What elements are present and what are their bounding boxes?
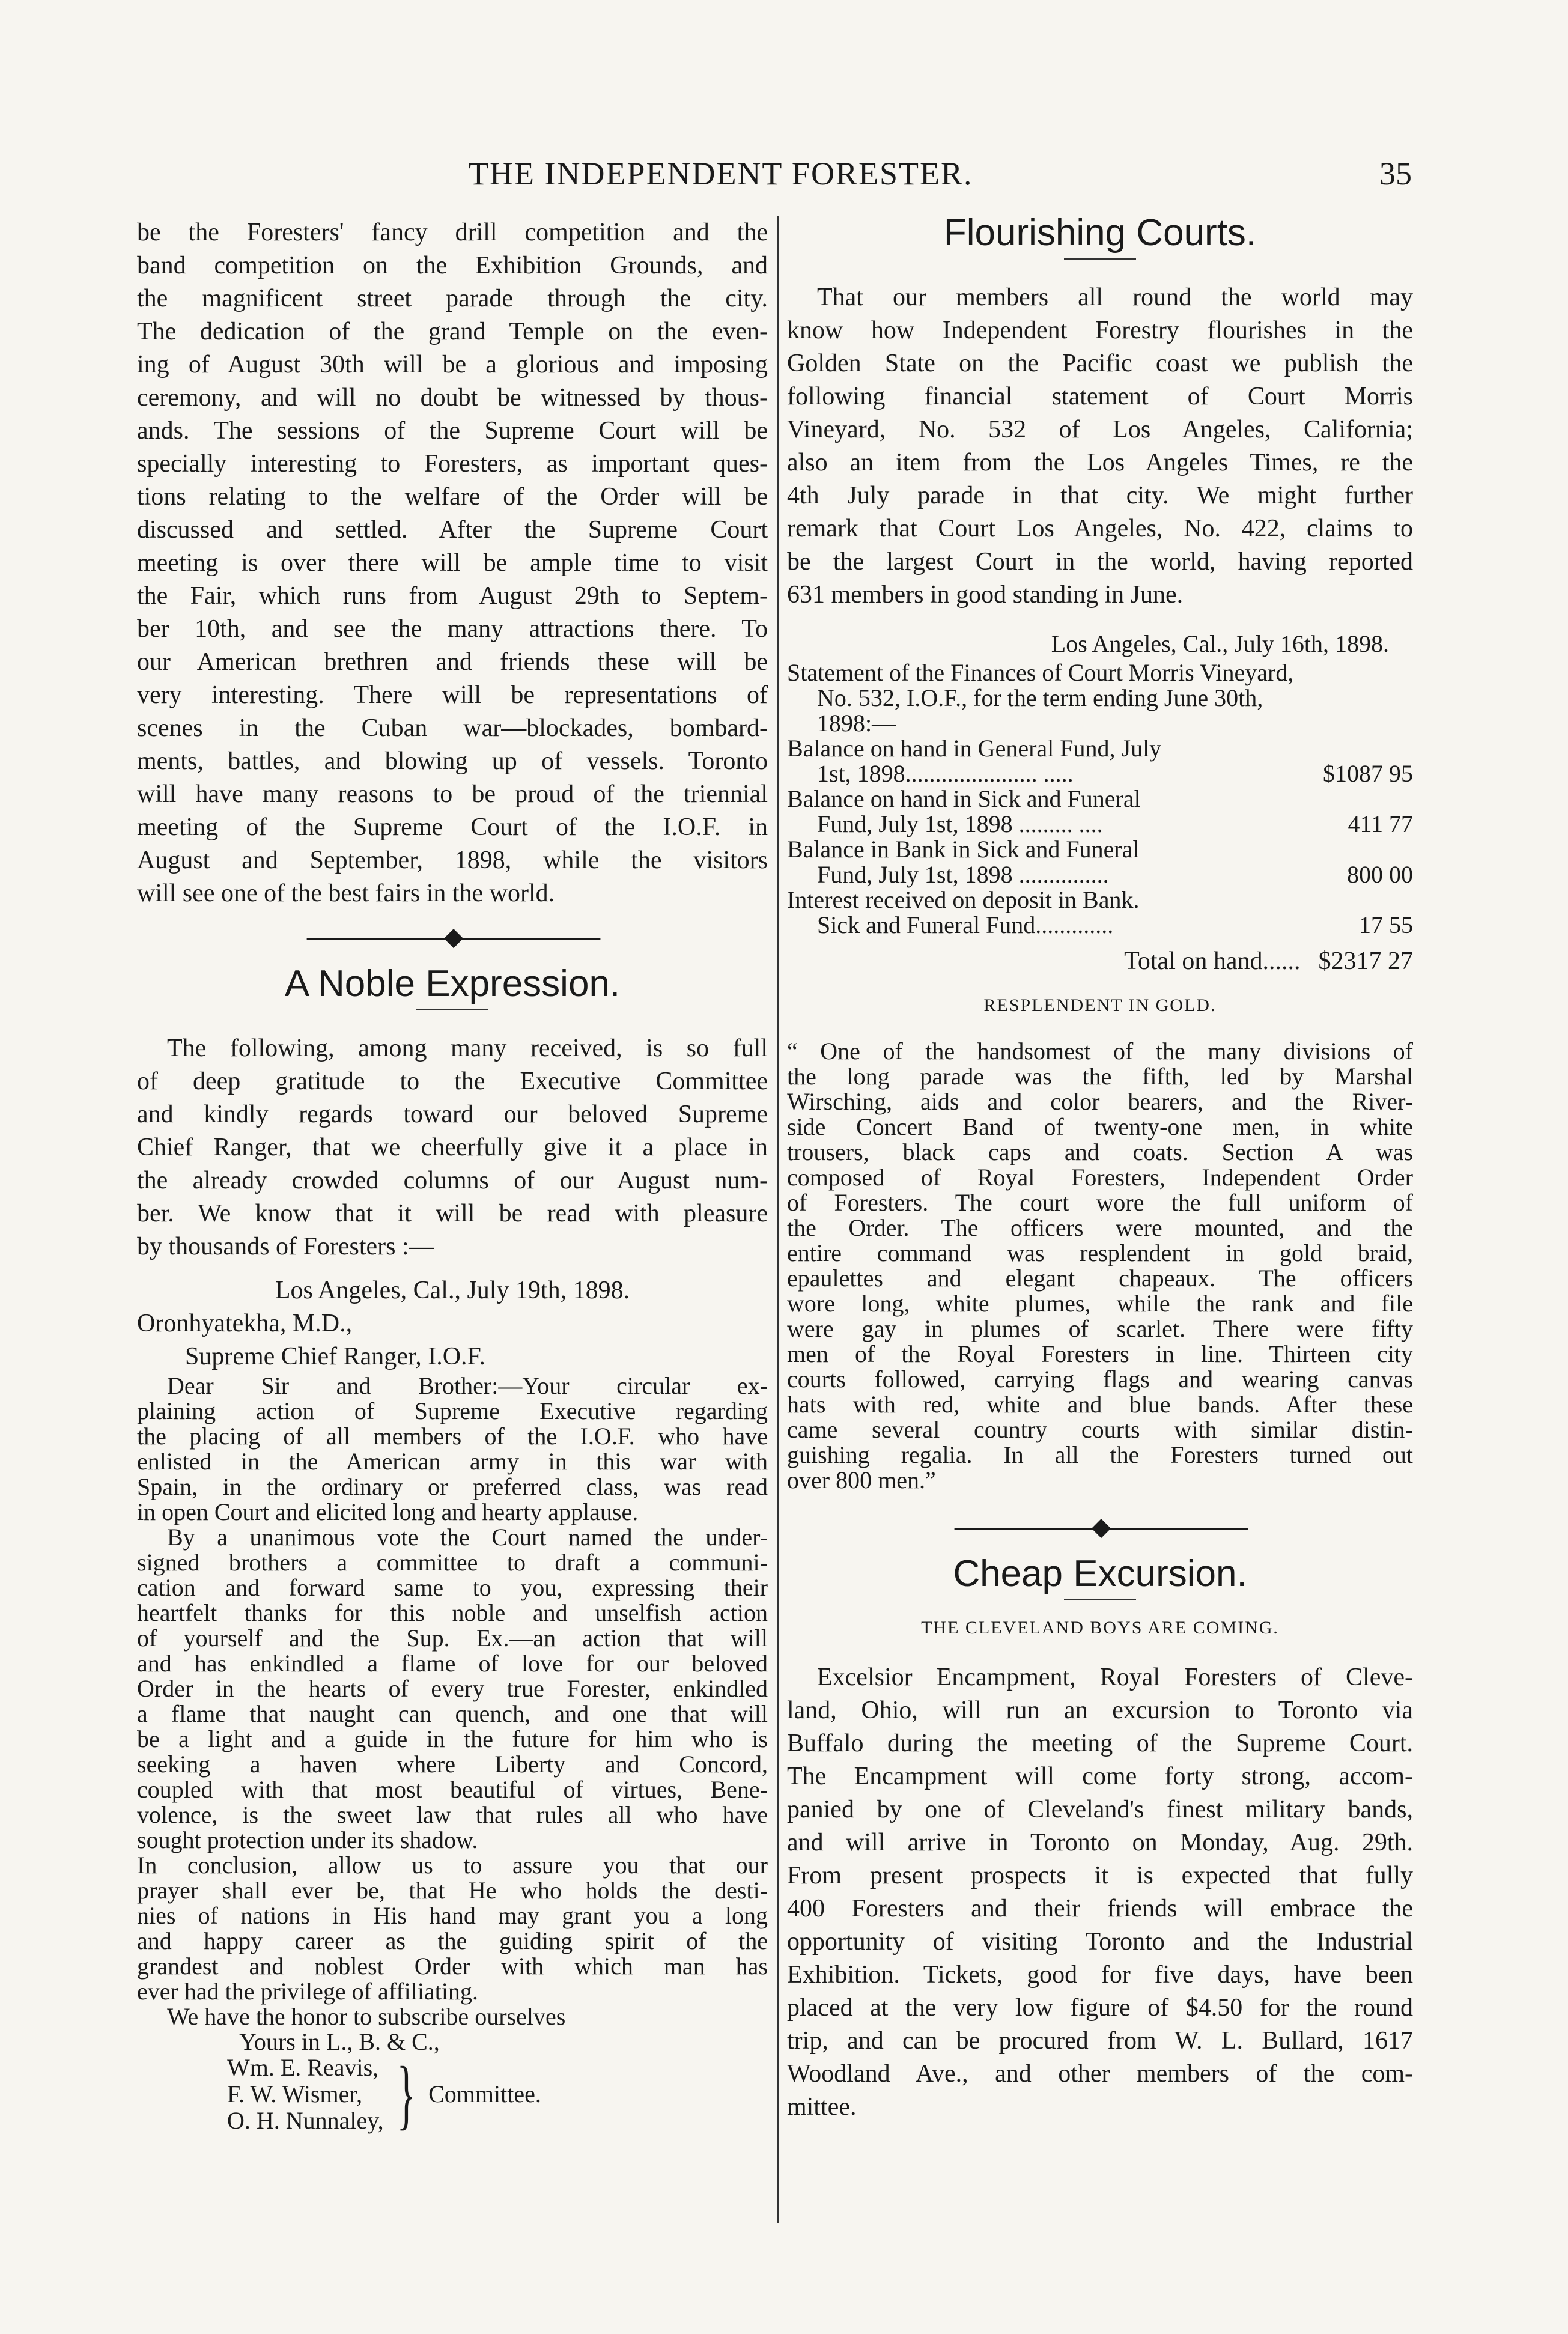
text-line: entire command was resplendent in gold braid, [787,1239,1413,1266]
statement-item-amount: $1087 95 [1323,760,1413,787]
text-line: the long parade was the fifth, led by Marshal [787,1063,1413,1090]
letter-dateline: Los Angeles, Cal., July 19th, 1898. [275,1277,630,1304]
text-line: also an item from the Los Angeles Times, re the [787,449,1413,476]
statement-item-amount: 17 55 [1359,911,1413,938]
text-line: grandest and noblest Order with which man has [137,1953,768,1980]
statement-title [787,660,1413,736]
text-line: By a unanimous vote the Court named the under- [167,1524,768,1551]
text-line: courts followed, carrying flags and wearing canvas [787,1366,1413,1393]
text-line: mittee. [787,2093,857,2121]
text-line: signed brothers a committee to draft a communi- [137,1549,768,1576]
statement-table [787,736,1413,938]
text-line: Dear Sir and Brother:—Your circular ex- [167,1372,768,1399]
letter-closing-1: We have the honor to subscribe ourselves [167,2003,566,2030]
text-line: Wirsching, aids and color bearers, and the River- [787,1088,1413,1115]
text-line: in open Court and elicited long and hearty applause. [137,1498,639,1525]
heading-rule [416,1009,488,1010]
signature-block [191,2051,768,2138]
text-line: heartfelt thanks for this noble and unselfish action [137,1599,768,1626]
text-line: men of the Royal Foresters in line. Thirteen city [787,1340,1413,1367]
text-line: prayer shall ever be, that He who holds the desti- [137,1877,768,1904]
text-line: and happy career as the guiding spirit of the [137,1927,768,1954]
letter-closing-2: Yours in L., B. & C., [239,2028,440,2055]
statement-title-line: No. 532, I.O.F., for the term ending June 30th, [817,684,1263,711]
text-line: plaining action of Supreme Executive regarding [137,1397,768,1424]
text-line: wore long, white plumes, while the rank and file [787,1290,1413,1317]
text-line: meeting of the Supreme Court of the I.O.F. in [137,813,768,841]
letter-addressee-name: Oronhyatekha, M.D., [137,1310,353,1337]
text-line: of Foresters. The court wore the full uniform of [787,1189,1413,1216]
text-line: 400 Foresters and their friends will embrace the [787,1895,1413,1922]
statement-title-line: 1898:— [817,710,896,737]
statement-row-label [787,786,1413,812]
text-line: The dedication of the grand Temple on the even- [137,318,768,345]
statement-item-label: Balance on hand in General Fund, July [787,735,1162,762]
text-line: ever had the privilege of affiliating. [137,1978,478,2005]
text-line: and has enkindled a flame of love for our beloved [137,1650,768,1677]
left-column [137,216,768,2138]
text-line: “ One of the handsomest of the many divisions of [787,1038,1413,1065]
text-line: opportunity of visiting Toronto and the Industrial [787,1928,1413,1956]
text-line: and will arrive in Toronto on Monday, Aug. 29th. [787,1829,1413,1856]
statement-item-label: Fund, July 1st, 1898 ............... [817,861,1109,888]
statement-row [787,812,1413,837]
column-rule [777,216,779,2223]
text-line: composed of Royal Foresters, Independent Order [787,1164,1413,1191]
text-line: August and September, 1898, while the visitors [137,846,768,874]
text-line: The following, among many received, is so full [167,1035,768,1062]
text-line: were gay in plumes of scarlet. There were fifty [787,1315,1413,1342]
text-line: ing of August 30th will be a glorious and imposing [137,351,768,378]
text-line: ber 10th, and see the many attractions there. To [137,615,768,643]
flourishing-heading: Flourishing Courts. [943,212,1257,254]
text-line: hats with red, white and blue bands. After these [787,1391,1413,1418]
text-line: land, Ohio, will run an excursion to Toronto via [787,1697,1413,1724]
text-line: enlisted in the American army in this war with [137,1448,768,1475]
text-line: remark that Court Los Angeles, No. 422, claims to [787,515,1413,542]
noble-heading: A Noble Expression. [284,963,621,1004]
statement-item-label: Interest received on deposit in Bank. [787,886,1140,913]
text-line: the magnificent street parade through the city. [137,285,768,312]
text-line: will see one of the best fairs in the world. [137,880,555,907]
text-line: the already crowded columns of our August num- [137,1167,768,1194]
letter-paragraph-3 [137,1853,768,2004]
text-line: epaulettes and elegant chapeaux. The officers [787,1265,1413,1292]
statement-item-amount: 411 77 [1348,810,1413,837]
text-line: placed at the very low figure of $4.50 for the round [787,1994,1413,2022]
heading-rule [1064,1599,1136,1600]
text-line: The Encampment will come forty strong, accom- [787,1763,1413,1790]
text-line: the placing of all members of the I.O.F. who have [137,1423,768,1450]
statement-row-label [787,736,1413,761]
page-number: 35 [1379,156,1412,192]
text-line: be a light and a guide in the future for him who is [137,1725,768,1752]
text-line: be the largest Court in the world, having reported [787,548,1413,576]
text-line: the Fair, which runs from August 29th to Septem- [137,582,768,610]
text-line: cation and forward same to you, expressing their [137,1574,768,1601]
text-line: discussed and settled. After the Supreme Court [137,516,768,544]
text-line: guishing regalia. In all the Foresters turned out [787,1441,1413,1468]
statement-row [787,862,1413,887]
signer-name: Wm. E. Reavis, [227,2054,379,2081]
text-line: very interesting. There will be representations of [137,681,768,709]
statement-total-row [787,945,1413,978]
text-line: a flame that naught can quench, and one that will [137,1700,768,1727]
text-line: tions relating to the welfare of the Order will be [137,483,768,511]
text-line: over 800 men.” [787,1466,936,1494]
flourishing-paragraph [787,281,1413,612]
statement-dateline: Los Angeles, Cal., July 16th, 1898. [1051,630,1389,657]
heading-rule [1064,258,1136,260]
statement-item-label: Balance on hand in Sick and Funeral [787,785,1141,812]
statement-row-label [787,887,1413,913]
running-head: THE INDEPENDENT FORESTER. [469,156,973,192]
text-line: seeking a haven where Liberty and Concord, [137,1751,768,1778]
text-line: From present prospects it is expected that fully [787,1862,1413,1889]
statement-item-amount: 800 00 [1347,861,1413,888]
letter-paragraph-1 [137,1373,768,1525]
text-line: be the Foresters' fancy drill competition and the [137,219,768,246]
intro-paragraph [137,216,768,910]
text-line: Chief Ranger, that we cheerfully give it a place in [137,1134,768,1161]
committee-label: Committee. [428,2080,541,2108]
text-line: trousers, black caps and coats. Section A was [787,1138,1413,1165]
cheap-subhead: THE CLEVELAND BOYS ARE COMING. [921,1618,1279,1638]
text-line: ber. We know that it will be read with pleasure [137,1200,768,1227]
text-line: by thousands of Foresters :— [137,1233,434,1260]
brace-glyph: } [397,2051,416,2138]
statement-item-label: Fund, July 1st, 1898 ......... .... [817,810,1103,837]
right-column [787,212,1413,2124]
text-line: and kindly regards toward our beloved Supreme [137,1101,768,1128]
text-line: ands. The sessions of the Supreme Court will be [137,417,768,445]
text-line: ceremony, and will no doubt be witnessed by thous- [137,384,768,412]
cheap-paragraph [787,1661,1413,2124]
statement-row [787,761,1413,786]
text-line: nies of nations in His hand may grant you a long [137,1902,768,1929]
text-line: Excelsior Encampment, Royal Foresters of Cleve- [817,1664,1413,1691]
letter-paragraph-2 [137,1525,768,1853]
signer-name: F. W. Wismer, [227,2080,363,2108]
text-line: following financial statement of Court Morris [787,383,1413,410]
text-line: Exhibition. Tickets, good for five days, have been [787,1961,1413,1989]
text-line: panied by one of Cleveland's finest military bands, [787,1796,1413,1823]
text-line: volence, is the sweet law that rules all who have [137,1801,768,1828]
text-line: know how Independent Forestry flourishes in the [787,317,1413,344]
text-line: 4th July parade in that city. We might further [787,482,1413,509]
noble-intro-paragraph [137,1032,768,1263]
text-line: Buffalo during the meeting of the Supreme Court. [787,1730,1413,1757]
text-line: came several country courts with similar distin- [787,1416,1413,1443]
text-line: Woodland Ave., and other members of the com- [787,2060,1413,2088]
text-line: specially interesting to Foresters, as important ques- [137,450,768,478]
statement-row-label [787,837,1413,862]
text-line: Vineyard, No. 532 of Los Angeles, California; [787,416,1413,443]
text-line: will have many reasons to be proud of the triennial [137,780,768,808]
text-line: That our members all round the world may [817,284,1413,311]
letter-body [137,1372,768,2138]
signer-name: O. H. Nunnaley, [227,2107,384,2134]
text-line: scenes in the Cuban war—blockades, bombard- [137,714,768,742]
section-divider: ——————◆—————— [954,1513,1246,1541]
text-line: In conclusion, allow us to assure you that our [137,1852,768,1879]
statement-item-label: Balance in Bank in Sick and Funeral [787,836,1140,863]
text-line: sought protection under its shadow. [137,1826,478,1853]
text-line: Order in the hearts of every true Forester, enkindled [137,1675,768,1702]
text-line: side Concert Band of twenty-one men, in white [787,1113,1413,1140]
statement-row [787,913,1413,938]
statement-total-amount: $2317 27 [1318,947,1413,975]
resplendent-subhead: RESPLENDENT IN GOLD. [983,995,1217,1015]
text-line: the Order. The officers were mounted, and the [787,1214,1413,1241]
statement-item-label: 1st, 1898...................... ..... [817,760,1074,787]
text-line: Golden State on the Pacific coast we publish the [787,350,1413,377]
statement-title-line: Statement of the Finances of Court Morris Vineyard, [787,659,1294,686]
section-divider: ——————◆—————— [306,923,598,951]
text-line: meeting is over there will be ample time to visit [137,549,768,577]
text-line: of yourself and the Sup. Ex.—an action that will [137,1624,768,1652]
statement-total-label: Total on hand...... [1124,947,1301,975]
resplendent-quote [787,1039,1413,1493]
text-line: coupled with that most beautiful of virtues, Bene- [137,1776,768,1803]
text-line: ments, battles, and blowing up of vessels. Toronto [137,747,768,775]
statement-item-label: Sick and Funeral Fund............. [817,911,1114,938]
text-line: our American brethren and friends these will be [137,648,768,676]
text-line: band competition on the Exhibition Grounds, and [137,252,768,279]
text-line: Spain, in the ordinary or preferred class, was read [137,1473,768,1500]
text-line: 631 members in good standing in June. [787,581,1184,609]
cheap-heading: Cheap Excursion. [953,1553,1247,1594]
text-line: of deep gratitude to the Executive Committee [137,1068,768,1095]
text-line: trip, and can be procured from W. L. Bullard, 1617 [787,2027,1413,2055]
letter-addressee-title: Supreme Chief Ranger, I.O.F. [185,1343,486,1370]
